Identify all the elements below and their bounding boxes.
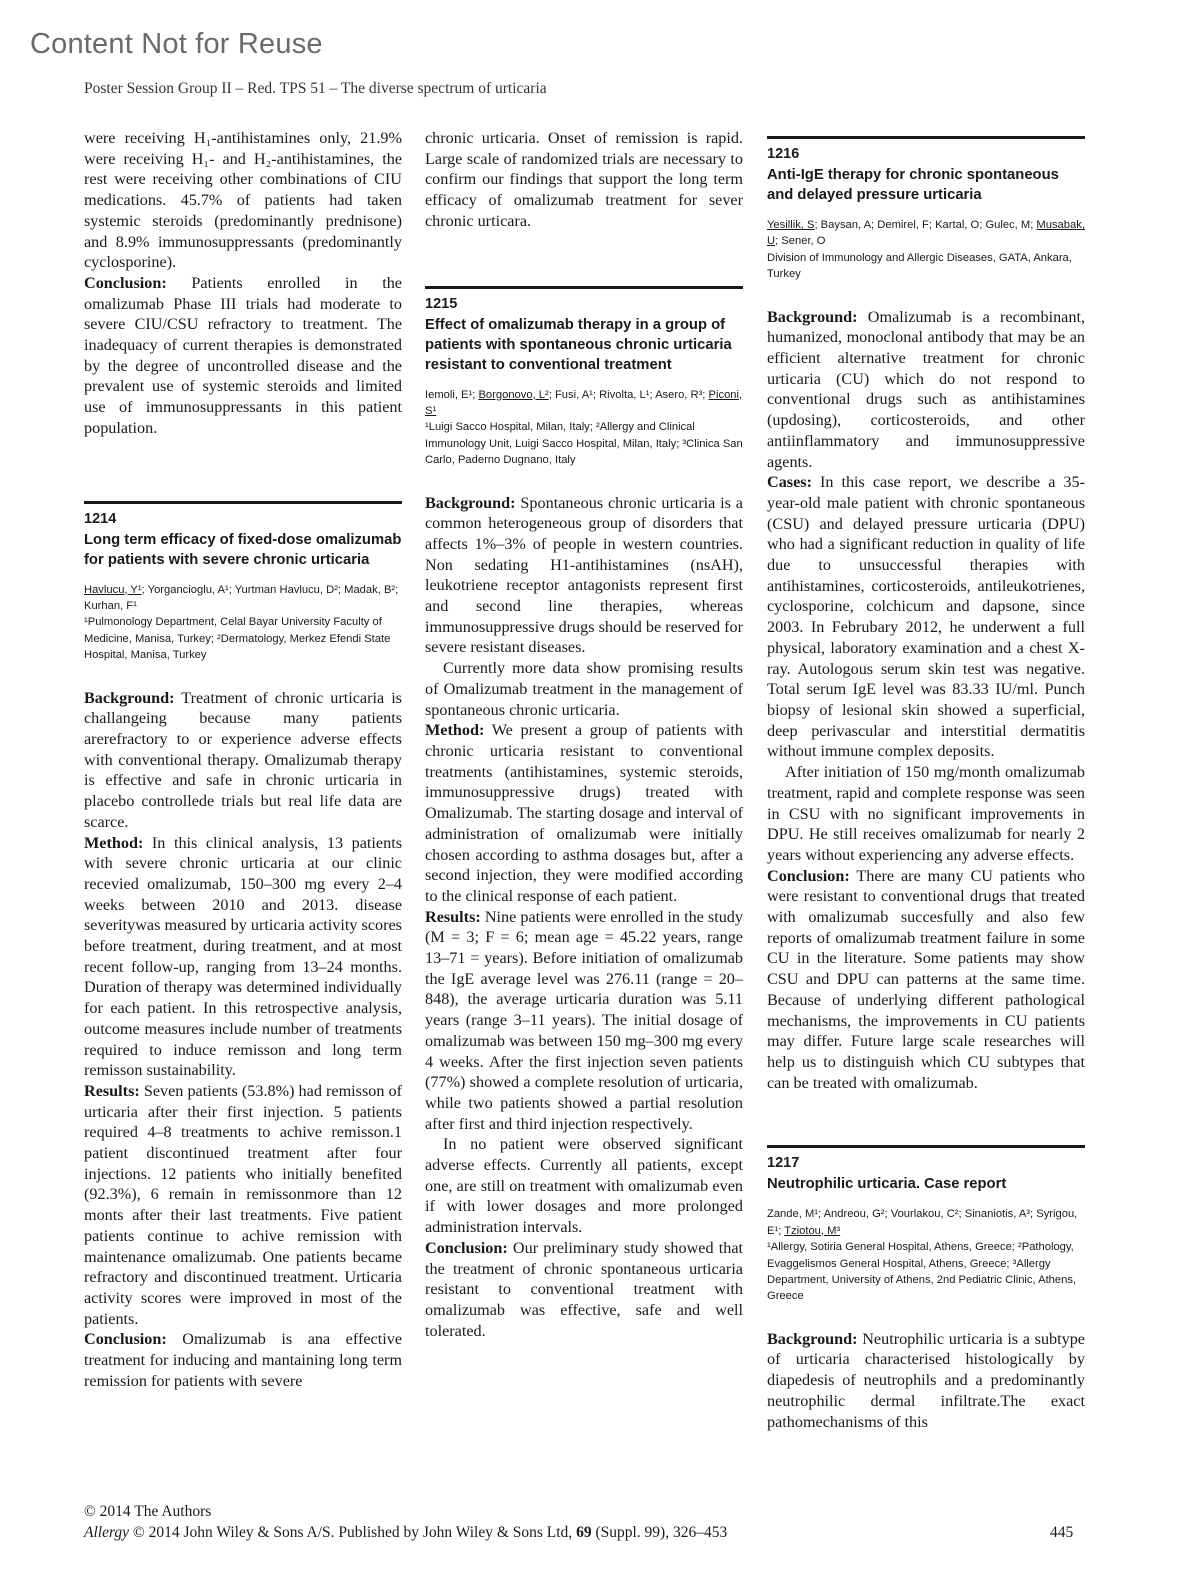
abstract-number: 1215 [425,295,458,312]
abstract-title: Effect of omalizumab therapy in a group of patients with spontaneous chronic urticaria resistant to conventional treatment [425,316,732,373]
abstract-1216-cases: Cases: In this case report, we describe a 35-year-old male patient with chronic spontaneous (CSU) and delayed pressure urticaria (DPU) who had a significant reduction in quality of life due to unsuccessful therapies with antihistamines, corticosteroids, antileukotrienes, cyclosporine, colchicum and dapsone, since 2003. In Februbary 2012, he underwent a full physical, laboratory examination and a chest X-ray. Autologous serum skin test was negative. Total serum IgE level was 83.33 IU/ml. Punch biopsy of lesional skin showed a superficial, deep perivascular and interstitial dermatitis without immune complex deposits. [767,473,1085,761]
running-head: Poster Session Group II – Red. TPS 51 – The diverse spectrum of urticaria [84,80,547,97]
presenting-author: Yesillik, S [767,219,815,231]
author-list: Iemoli, E¹; Borgonovo, L²; Fusi, A¹; Rivolta, L¹; Asero, R³; Piconi, S¹ [425,388,743,417]
author-list: Yesillik, S; Baysan, A; Demirel, F; Kartal, O; Gulec, M; Musabak, U; Sener, O [767,219,1085,248]
author-list: Havlucu, Y¹; Yorgancioglu, A¹; Yurtman Havlucu, D²; Madak, B²; Kurhan, F¹ [84,583,399,612]
presenting-author: Borgonovo, L² [478,388,549,401]
abstract-1214-conclusion: Conclusion: Omalizumab is ana effective treatment for inducing and mantaining long term remission for patients with severe [84,1330,402,1390]
column-1 [84,128,402,1391]
abstract-1217-background: Background: Neutrophilic urticaria is a subtype of urticaria characterised histologically by diapedesis of neutrophils and a predominantly neutrophilic dermal infiltrate.The exact pathomechanisms of this [767,1329,1085,1431]
column-3 [767,136,1085,1432]
abstract-1215-conclusion: Conclusion: Our preliminary study showed that the treatment of chronic spontaneous urticaria resistant to conventional treatment with omalizumab was effective, safe and well tolerated. [425,1238,743,1340]
abstract-1216-cases-2: After initiation of 150 mg/month omalizumab treatment, rapid and complete response was seen in CSU with no significant improvements in DPU. He still receives omalizumab for nearly 2 years without experiencing any adverse effects. [767,763,1085,864]
abstract-1214-method: Method: In this clinical analysis, 13 patients with severe chronic urticaria at our clinic recevied omalizumab, 150–300 mg every 2–4 weeks between 2010 and 2013. disease severitywas measured by urticaria activity scores before treatment, during treatment, and at most recent follow-up, ranging from 13–24 months. Duration of therapy was determined individually for each patient. In this retrospective analysis, outcome measures include number of treatments required to induce remisson and long term remisson sustainability. [84,833,402,1080]
col2-continuation: chronic urticaria. Onset of remission is rapid. Large scale of randomized trials are necessary to confirm our findings that support the long term efficacy of omalizumab treatment for sever chronic urticara. [425,129,743,230]
presenting-author: Havlucu, Y¹ [84,583,142,596]
abstract-1216-conclusion: Conclusion: There are many CU patients who were resistant to conventional drugs that treated with omalizumab succesfully and also few reports of omalizumab treatment failure in some CU in the literature. Some patients may show CSU and DPU can patterns at the same time. Because of underlying different pathological mechanisms, the improvements in CU patients may differ. Future large scale researches will help us to distinguish which CU subtypes that can be treated with omalizumab. [767,866,1085,1092]
abstract-title: Anti-IgE therapy for chronic spontaneous and delayed pressure urticaria [767,167,1059,203]
abstract-number: 1216 [767,146,800,162]
abstract-1215-background-2: Currently more data show promising results of Omalizumab treatment in the management of spontaneous chronic urticaria. [425,659,743,719]
affiliations: ¹Luigi Sacco Hospital, Milan, Italy; ²Allergy and Clinical Immunology Unit, Luigi Sacco Hospital, Milan, Italy; ³Clinica San Carlo, Paderno Dugnano, Italy [425,421,743,467]
footer-copyright: © 2014 The Authors [84,1503,212,1520]
watermark: Content Not for Reuse [30,28,323,60]
abstract-1214-results: Results: Seven patients (53.8%) had remisson of urticaria after their first injection. 5 patients required 4–8 treatments to achive remisson.1 patient discontinued treatment after four injections. 12 patients who initially benefited (92.3%), 6 remain in remissonmore than 12 monts after their last treatments. Five patient patients continue to achive remission with maintenance omalizumab. One patients became refractory and discontinued treatment. Urticaria activity scores were improved in most of the patients. [84,1081,402,1328]
abstract-number: 1214 [84,510,117,527]
abstract-1215-results-2: In no patient were observed significant adverse effects. Currently all patients, except one, are still on treatment with omalizumab even if with lower dosages and more prolonged administration intervals. [425,1135,743,1237]
abstract-1215 [425,286,743,469]
abstract-1217 [767,1145,1085,1304]
abstract-number: 1217 [767,1155,800,1172]
affiliations: ¹Pulmonology Department, Celal Bayar University Faculty of Medicine, Manisa, Turkey; ²Dermatology, Merkez Efendi State Hospital, Manisa, Turkey [84,616,391,662]
affiliations: Division of Immunology and Allergic Diseases, GATA, Ankara, Turkey [767,251,1072,281]
abstract-1215-method: Method: We present a group of patients with chronic urticaria resistant to conventional treatments (antihistamines, systemic steroids, immunosuppressive drugs) treated with Omalizumab. The starting dosage and interval of administration of omalizumab were initially chosen according to asthma dosages but, after a second injection, they were modified according to the clinical response of each patient. [425,721,743,905]
abstract-1215-results: Results: Nine patients were enrolled in the study (M = 3; F = 6; mean age = 45.22 years, range 13–71 = years). Before initiation of omalizumab the IgE average level was 276.11 (range = 20–848), the average urticaria duration was 5.11 years (range 3–11 years). The initial dosage of omalizumab was between 150 mg–300 mg every 4 weeks. After the first injection seven patients (77%) showed a complete resolution of urticaria, while two patients showed a partial resolution after first and third injection respectively. [425,907,743,1133]
abstract-1214-background: Background: Treatment of chronic urticaria is challangeing because many patients arerefractory to or experience adverse effects with conventional therapy. Omalizumab therapy is effective and safe in chronic urticaria in placebo controllede trials but real life data are scarce. [84,688,402,831]
conclusion-label: Conclusion: [84,273,167,292]
presenting-author: Tziotou, M³ [784,1224,841,1237]
abstract-1216-background: Background: Omalizumab is a recombinant, humanized, monoclonal antibody that may be an efficient alternative treatment for chronic urticaria (CU) which do not respond to conventional drugs such as antihistamines (updosing), corticosteroids, and other antiinflammatory and immunosuppressive agents. [767,307,1085,471]
journal-name: Allergy [84,1524,130,1541]
author-list: Zande, M¹; Andreou, G²; Vourlakou, C²; Sinaniotis, A³; Syrigou, E¹; Tziotou, M³ [767,1208,1078,1237]
footer-publication: Allergy © 2014 John Wiley & Sons A/S. Published by John Wiley & Sons Ltd, 69 (Suppl. 99), 326–453 [84,1524,728,1541]
abstract-title: Long term efficacy of fixed-dose omalizumab for patients with severe chronic urticaria [84,531,402,568]
affiliations: ¹Allergy, Sotiria General Hospital, Athens, Greece; ²Pathology, Evaggelismos General Hospital, Athens, Greece; ³Allergy Department, University of Athens, 2nd Pediatric Clinic, Athens, Greece [767,1241,1077,1303]
column-2 [425,128,743,1341]
abstract-title: Neutrophilic urticaria. Case report [767,1176,1007,1193]
conclusion-text: Patients enrolled in the omalizumab Phase III trials had moderate to severe CIU/CSU refractory to treatment. The inadequacy of current therapies is demonstrated by the degree of uncontrolled disease and the prevalent use of systemic steroids and limited use of immunosuppressants in this patient population. [84,273,402,437]
col1-continuation: were receiving H₁-antihistamines only, 21.9% were receiving H₁- and H₂-antihistamines, the rest were receiving other combinations of CIU medications. 45.7% of patients had taken systemic steroids (predominantly prednisone) and 8.9% immunosuppressants (predominantly cyclosporine). [84,129,402,272]
page-number: 445 [1050,1524,1074,1541]
abstract-1215-background: Background: Spontaneous chronic urticaria is a common heterogeneous group of disorders that affects 1%–3% of people in western countries. Non sedating H1-antihistamines (nsAH), leukotriene receptor antagonists represent first and second line therapies, whereas immunosuppressive drugs should be reserved for severe resistant diseases. [425,493,743,657]
volume: 69 [576,1524,592,1541]
abstract-1216 [767,136,1085,283]
col1-conclusion [84,273,402,439]
abstract-1214 [84,501,402,664]
